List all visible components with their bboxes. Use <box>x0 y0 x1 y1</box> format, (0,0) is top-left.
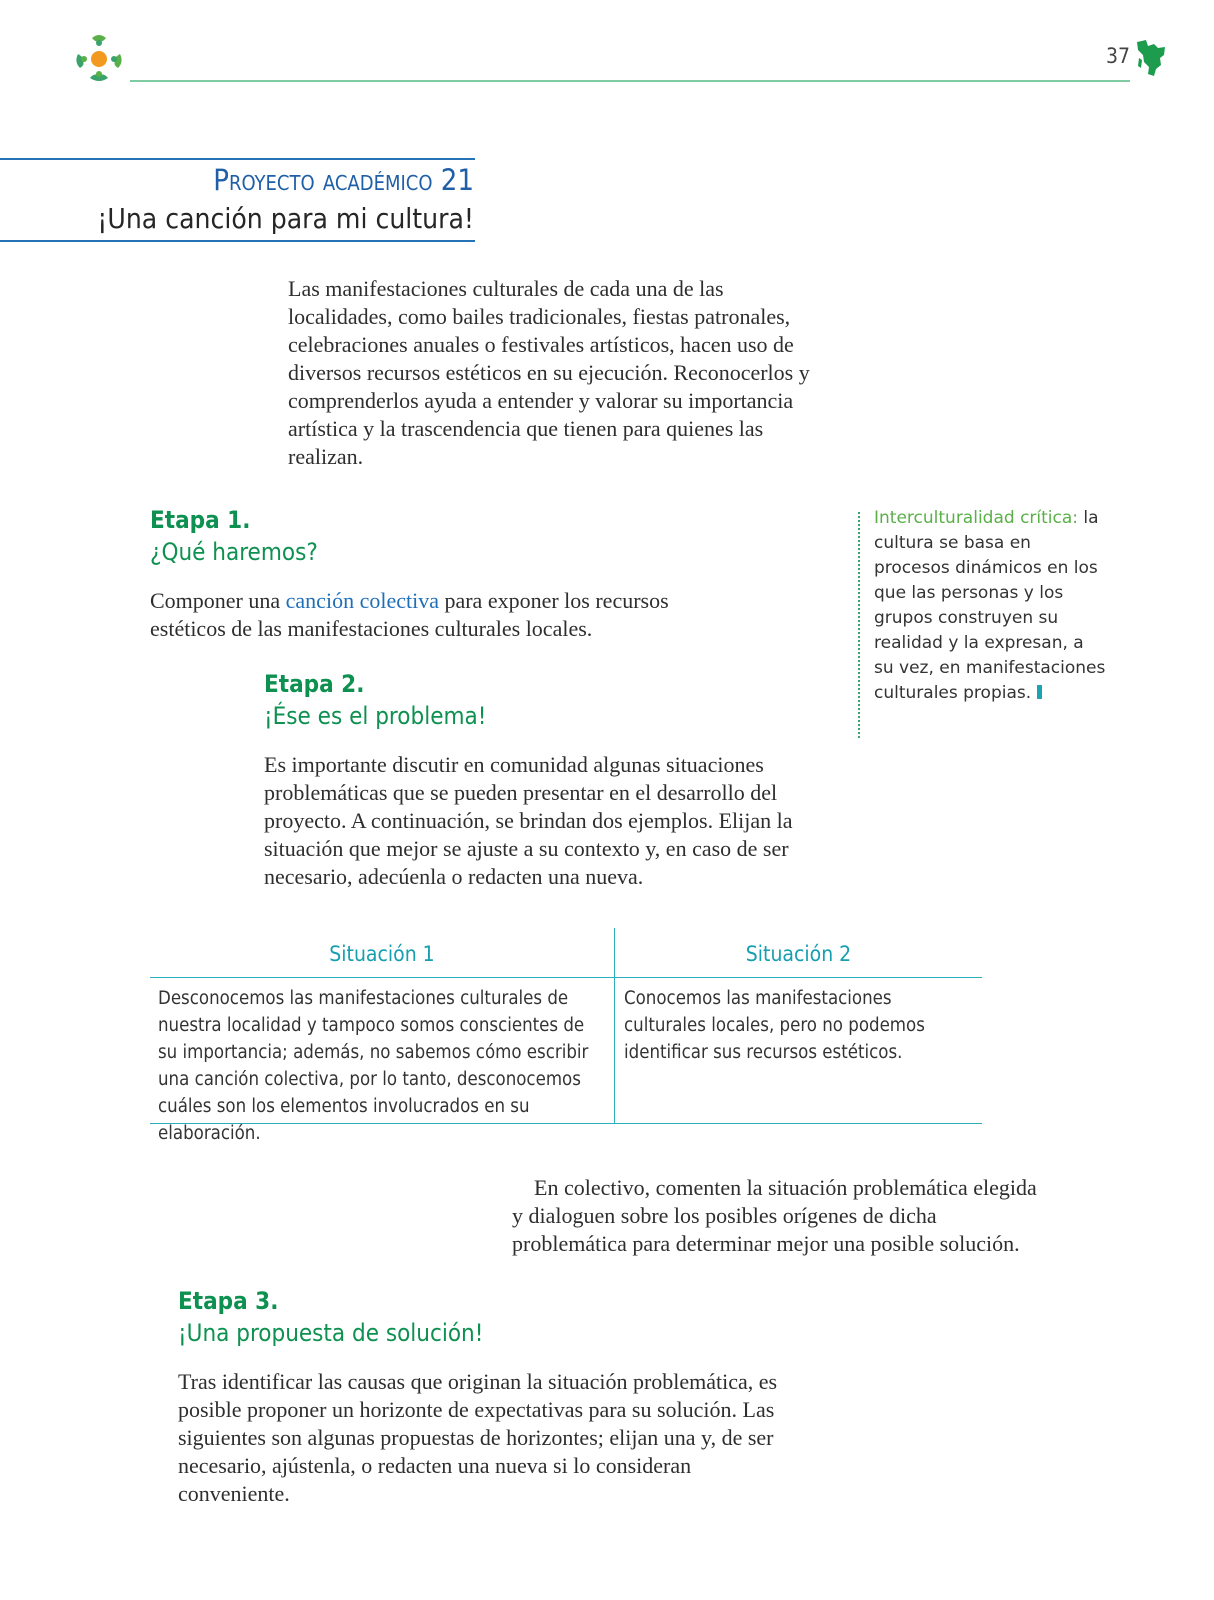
stage-2-subtitle: ¡Ése es el problema! <box>264 702 487 730</box>
stage-1-paragraph: Componer una canción colectiva para exponer los recursos estéticos de las manifestaciones culturales locales. <box>150 588 669 641</box>
stage-2-title: Etapa 2. <box>264 670 365 698</box>
table-cell-situation-1: Desconocemos las manifestaciones culturales de nuestra localidad y tampoco somos conscientes de su importancia; además, no sabemos cómo escribir una canción colectiva, por lo tanto, desconocemos cuáles son los elementos involucrados en su elaboración. <box>158 988 589 1144</box>
intro-paragraph: Las manifestaciones culturales de cada una de las localidades, como bailes tradicionales, fiestas patronales, celebraciones anuales o festivales artísticos, hacen uso de diversos recursos estéticos en su ejecución. Reconocerlos y comprenderlos ayuda a entender y valorar su importancia artística y la trascendencia que tienen para quienes las realizan. <box>288 276 810 469</box>
project-title: Proyecto académico 21 <box>213 163 474 197</box>
stage-1-heading <box>150 504 318 568</box>
stage-3-heading <box>178 1285 483 1349</box>
table-cell-situation-2: Conocemos las manifestaciones culturales locales, pero no podemos identificar sus recursos estéticos. <box>624 988 925 1063</box>
glossary-definition <box>874 506 1106 706</box>
title-rule-top <box>0 158 475 160</box>
stage-2-heading <box>264 668 486 732</box>
glossary-definition-text: la cultura se basa en procesos dinámicos en los que las personas y los grupos construyen su realidad y la expresan, a su vez, en manifestaciones culturales propias. <box>874 508 1106 703</box>
table-header-situation-1: Situación 1 <box>329 942 435 966</box>
header-rule <box>130 80 1130 82</box>
page-number: 37 <box>1106 44 1131 68</box>
title-rule-bottom <box>0 240 475 242</box>
glossary-term: Interculturalidad crítica: <box>874 508 1079 528</box>
glossary-term-link[interactable]: canción colectiva <box>285 588 439 613</box>
stage-1-subtitle: ¿Qué haremos? <box>150 538 318 566</box>
stage-3-title: Etapa 3. <box>178 1287 279 1315</box>
stage-2-paragraph: Es importante discutir en comunidad algunas situaciones problemáticas que se pueden presentar en el desarrollo del proyecto. A continuación, se brindan dos ejemplos. Elijan la situación que mejor se ajuste a su contexto y, en caso de ser necesario, adecúenla o redacten una nueva. <box>264 752 793 889</box>
table-header-situation-2: Situación 2 <box>745 942 852 966</box>
table-divider-header <box>150 977 982 978</box>
mexico-map-icon <box>1134 38 1168 78</box>
end-mark-icon <box>1037 685 1042 699</box>
collective-discussion-paragraph: En colectivo, comenten la situación problemática elegida y dialoguen sobre los posibles orígenes de dicha problemática para determinar mejor una posible solución. <box>512 1175 1037 1256</box>
stage-1-title: Etapa 1. <box>150 506 251 534</box>
stage-3-subtitle: ¡Una propuesta de solución! <box>178 1319 484 1347</box>
project-subtitle: ¡Una canción para mi cultura! <box>97 202 474 235</box>
stage-3-paragraph: Tras identificar las causas que originan la situación problemática, es posible proponer un horizonte de expectativas para su solución. Las siguientes son algunas propuestas de horizontes; elijan una y, de ser necesario, ajústenla, o redacten una nueva si lo consideran conveniente. <box>178 1369 778 1506</box>
people-circle-logo-icon <box>70 30 128 88</box>
